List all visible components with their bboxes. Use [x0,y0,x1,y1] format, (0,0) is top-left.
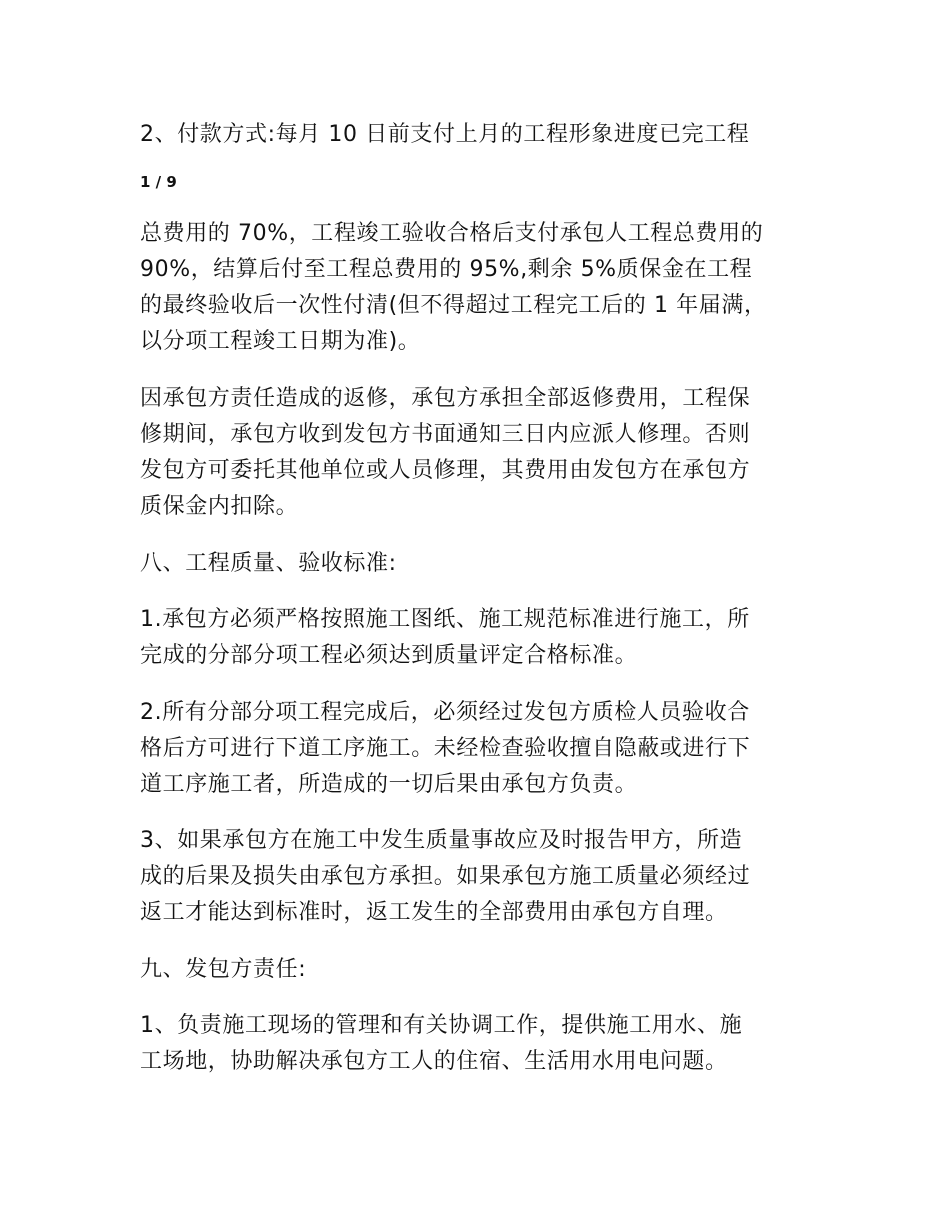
text-line: 2.所有分部分项工程完成后，必须经过发包方质检人员验收合 [140,700,750,725]
section-heading: 八、工程质量、验收标准: [140,551,397,576]
section-heading: 九、发包方责任: [140,957,307,982]
text-line: 工场地，协助解决承包方工人的住宿、生活用水用电问题。 [140,1049,728,1074]
text-line: 3、如果承包方在施工中发生质量事故应及时报告甲方，所造 [140,828,743,853]
text-line: 总费用的 70%，工程竣工验收合格后支付承包人工程总费用的 [140,221,764,246]
text-line: 发包方可委托其他单位或人员修理，其费用由发包方在承包方 [140,458,751,483]
text-line: 修期间，承包方收到发包方书面通知三日内应派人修理。否则 [140,422,751,447]
text-line: 成的后果及损失由承包方承担。如果承包方施工质量必须经过 [140,864,751,889]
text-line: 90%，结算后付至工程总费用的 95%,剩余 5%质保金在工程 [140,257,753,282]
text-line: 因承包方责任造成的返修，承包方承担全部返修费用，工程保 [140,386,751,411]
text-line: 的最终验收后一次性付清(但不得超过工程完工后的 1 年届满， [140,293,767,318]
text-line: 1.承包方必须严格按照施工图纸、施工规范标准进行施工，所 [140,607,750,632]
text-line: 返工才能达到标准时，返工发生的全部费用由承包方自理。 [140,900,728,925]
text-line: 道工序施工者，所造成的一切后果由承包方负责。 [140,772,638,797]
page-number: 1 / 9 [140,173,177,191]
text-line: 完成的分部分项工程必须达到质量评定合格标准。 [140,643,638,668]
text-line: 格后方可进行下道工序施工。未经检查验收擅自隐蔽或进行下 [140,736,751,761]
text-line: 质保金内扣除。 [140,494,299,519]
text-line: 2、付款方式:每月 10 日前支付上月的工程形象进度已完工程 [140,122,750,147]
text-line: 1、负责施工现场的管理和有关协调工作，提供施工用水、施 [140,1013,743,1038]
text-line: 以分项工程竣工日期为准)。 [140,329,421,354]
